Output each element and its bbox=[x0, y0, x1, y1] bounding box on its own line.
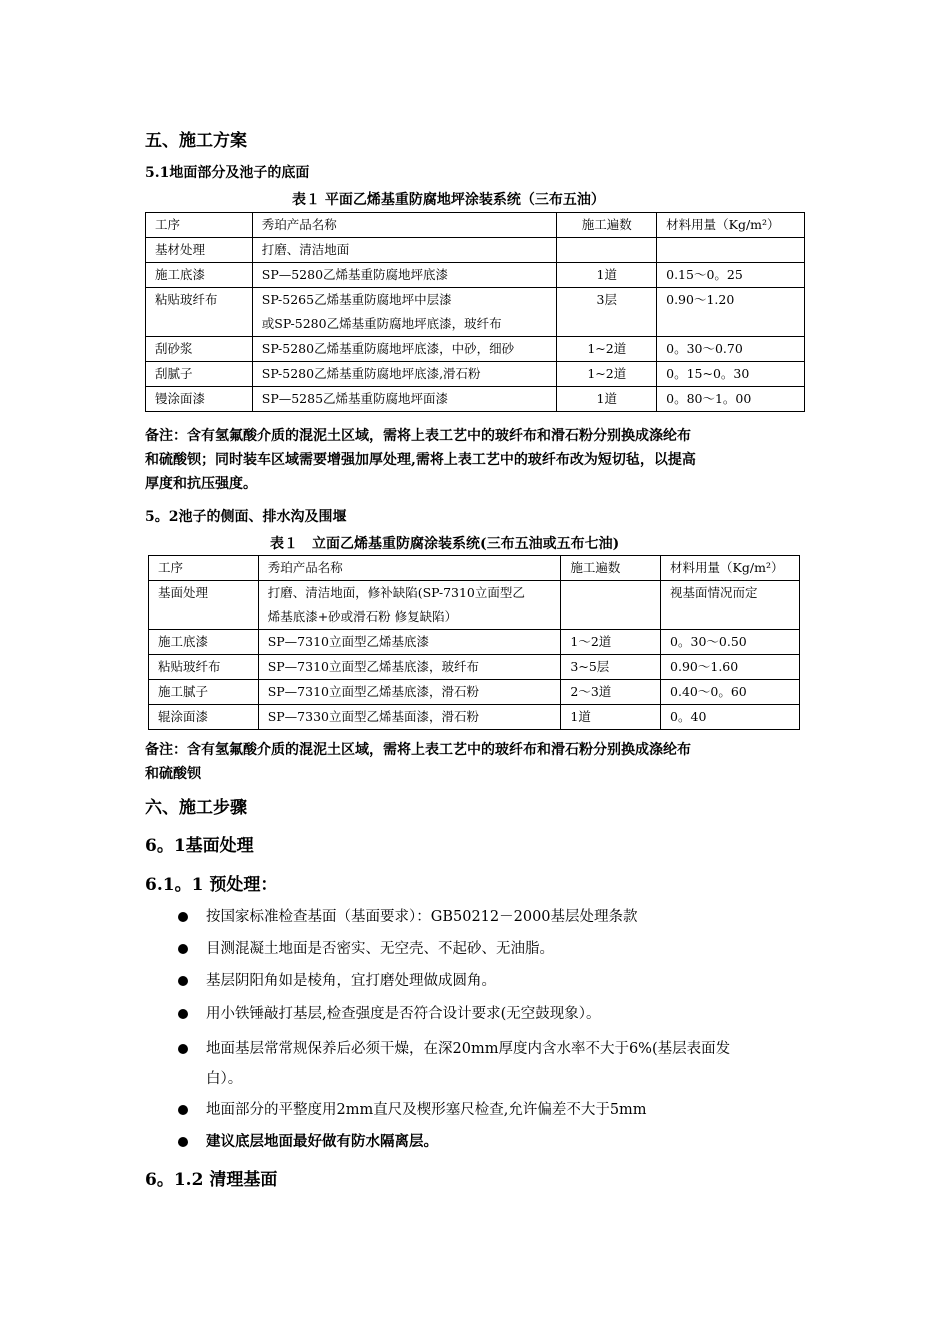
table-cell: 0。30～0.70 bbox=[657, 337, 805, 362]
table-cell: 1~2道 bbox=[557, 362, 657, 387]
table-cell: 0。80～1。00 bbox=[657, 387, 805, 412]
bullet-icon bbox=[178, 1044, 188, 1054]
table-cell: 施工底漆 bbox=[149, 630, 259, 655]
bullet-icon bbox=[178, 944, 188, 954]
table-cell: 0.15～0。25 bbox=[657, 263, 805, 288]
note-line: 备注：含有氢氟酸介质的混泥土区域，需将上表工艺中的玻纤布和滑石粉分别换成涤纶布 bbox=[145, 742, 691, 758]
table-cell: 刮砂浆 bbox=[146, 337, 253, 362]
table-cell: 0。30～0.50 bbox=[661, 630, 800, 655]
note-line: 和硫酸钡 bbox=[145, 766, 201, 782]
table-cell: 刮腻子 bbox=[146, 362, 253, 387]
table-cell: 施工腻子 bbox=[149, 680, 259, 705]
table-cell-line: 打磨、清洁地面，修补缺陷(SP-7310立面型乙 bbox=[267, 585, 525, 600]
bullet-icon bbox=[178, 1105, 188, 1115]
section-5-title: 五、施工方案 bbox=[145, 131, 247, 151]
table2-note bbox=[145, 738, 810, 786]
table-cell: 视基面情况而定 bbox=[661, 581, 800, 630]
table-row bbox=[149, 705, 800, 730]
table-cell bbox=[258, 581, 561, 630]
table-cell: 1～2道 bbox=[561, 630, 661, 655]
bullet-icon bbox=[178, 1137, 188, 1147]
note-line: 备注：含有氢氟酸介质的混泥土区域，需将上表工艺中的玻纤布和滑石粉分别换成涤纶布 bbox=[145, 428, 691, 444]
table-row bbox=[146, 238, 805, 263]
table-cell: 0。15~0。30 bbox=[657, 362, 805, 387]
list-item-text: 用小铁锤敲打基层,检查强度是否符合设计要求(无空鼓现象）。 bbox=[206, 1006, 601, 1022]
list-item-text: 白）。 bbox=[206, 1071, 243, 1087]
table-header-cell: 施工遍数 bbox=[561, 556, 661, 581]
subsection-6-1-2-title: 6。1.2 清理基面 bbox=[145, 1170, 278, 1190]
table-cell: SP—7310立面型乙烯基底漆，滑石粉 bbox=[258, 680, 561, 705]
table-header-cell: 施工遍数 bbox=[557, 213, 657, 238]
list-item-text: 目测混凝土地面是否密实、无空壳、不起砂、无油脂。 bbox=[206, 941, 554, 957]
table-cell: 3~5层 bbox=[561, 655, 661, 680]
list-item-text: 地面部分的平整度用2mm直尺及楔形塞尺检查,允许偏差不大于5mm bbox=[206, 1102, 647, 1118]
table-cell: 辊涂面漆 bbox=[149, 705, 259, 730]
table-cell: SP—7310立面型乙烯基底漆 bbox=[258, 630, 561, 655]
table-cell: 1~2道 bbox=[557, 337, 657, 362]
section-6-title: 六、施工步骤 bbox=[145, 798, 247, 818]
table-cell: 0.90～1.20 bbox=[657, 288, 805, 337]
table-cell bbox=[557, 238, 657, 263]
table-cell: SP—7330立面型乙烯基面漆，滑石粉 bbox=[258, 705, 561, 730]
table-row bbox=[149, 655, 800, 680]
table-cell bbox=[561, 581, 661, 630]
table1-caption: 表１ 平面乙烯基重防腐地坪涂装系统（三布五油） bbox=[292, 192, 605, 208]
table-cell-line: SP-5265乙烯基重防腐地坪中层漆 bbox=[261, 292, 452, 307]
table-cell: SP-5280乙烯基重防腐地坪底漆,滑石粉 bbox=[252, 362, 557, 387]
table-row bbox=[149, 581, 800, 630]
table-cell: 镘涂面漆 bbox=[146, 387, 253, 412]
table-header-cell: 工序 bbox=[146, 213, 253, 238]
table-cell: SP—7310立面型乙烯基底漆，玻纤布 bbox=[258, 655, 561, 680]
subsection-6-1-1-title: 6.1。1 预处理： bbox=[145, 875, 278, 895]
table-cell: 2～3道 bbox=[561, 680, 661, 705]
table-header-cell: 秀珀产品名称 bbox=[252, 213, 557, 238]
table-cell: 基材处理 bbox=[146, 238, 253, 263]
table-cell-line: 烯基底漆+砂或滑石粉 修复缺陷） bbox=[267, 609, 458, 624]
table-cell: 1道 bbox=[561, 705, 661, 730]
table-header-cell: 秀珀产品名称 bbox=[258, 556, 561, 581]
table-row bbox=[146, 288, 805, 337]
table-cell: 施工底漆 bbox=[146, 263, 253, 288]
note-line: 和硫酸钡；同时装车区域需要增强加厚处理,需将上表工艺中的玻纤布改为短切毡，以提高 bbox=[145, 452, 696, 468]
table2-caption: 表１ 立面乙烯基重防腐涂装系统(三布五油或五布七油) bbox=[270, 536, 620, 552]
table-cell: 0.40～0。60 bbox=[661, 680, 800, 705]
table-cell-line: 或SP-5280乙烯基重防腐地坪底漆，玻纤布 bbox=[261, 316, 502, 331]
table-cell: 1道 bbox=[557, 387, 657, 412]
table-cell: 0.90～1.60 bbox=[661, 655, 800, 680]
table-header-row bbox=[149, 556, 800, 581]
table2 bbox=[148, 555, 800, 730]
table-cell: 基面处理 bbox=[149, 581, 259, 630]
table-header-cell: 工序 bbox=[149, 556, 259, 581]
bullet-icon bbox=[178, 976, 188, 986]
table-cell bbox=[252, 288, 557, 337]
table-cell: SP-5280乙烯基重防腐地坪底漆，中砂，细砂 bbox=[252, 337, 557, 362]
table-row bbox=[146, 263, 805, 288]
list-item-text: 基层阴阳角如是棱角，宜打磨处理做成圆角。 bbox=[206, 973, 496, 989]
table-cell: 0。40 bbox=[661, 705, 800, 730]
note-line: 厚度和抗压强度。 bbox=[145, 476, 257, 492]
list-item-text: 按国家标准检查基面（基面要求）：GB50212－2000基层处理条款 bbox=[206, 909, 638, 925]
subsection-5-2-title: 5。2池子的侧面、排水沟及围堰 bbox=[145, 509, 347, 525]
table-cell: 打磨、清洁地面 bbox=[252, 238, 557, 263]
table-row bbox=[146, 387, 805, 412]
table-header-cell: 材料用量（Kg/m²） bbox=[661, 556, 800, 581]
list-item-text: 地面基层常常规保养后必须干燥，在深20mm厚度内含水率不大于6%(基层表面发 bbox=[206, 1041, 731, 1057]
table1 bbox=[145, 212, 805, 412]
table-cell: 粘贴玻纤布 bbox=[146, 288, 253, 337]
table-cell: SP—5285乙烯基重防腐地坪面漆 bbox=[252, 387, 557, 412]
table-cell: SP—5280乙烯基重防腐地坪底漆 bbox=[252, 263, 557, 288]
bullet-icon bbox=[178, 912, 188, 922]
table-cell: 粘贴玻纤布 bbox=[149, 655, 259, 680]
list-item-text: 建议底层地面最好做有防水隔离层。 bbox=[206, 1133, 438, 1150]
table-cell bbox=[657, 238, 805, 263]
table-row bbox=[149, 680, 800, 705]
table-header-cell: 材料用量（Kg/m²） bbox=[657, 213, 805, 238]
table-header-row bbox=[146, 213, 805, 238]
table-row bbox=[149, 630, 800, 655]
table1-note bbox=[145, 424, 810, 496]
subsection-6-1-title: 6。1基面处理 bbox=[145, 836, 254, 856]
table-row bbox=[146, 337, 805, 362]
bullet-icon bbox=[178, 1009, 188, 1019]
table-cell: 3层 bbox=[557, 288, 657, 337]
table-cell: 1道 bbox=[557, 263, 657, 288]
table-row bbox=[146, 362, 805, 387]
subsection-5-1-title: 5.1地面部分及池子的底面 bbox=[145, 165, 310, 181]
